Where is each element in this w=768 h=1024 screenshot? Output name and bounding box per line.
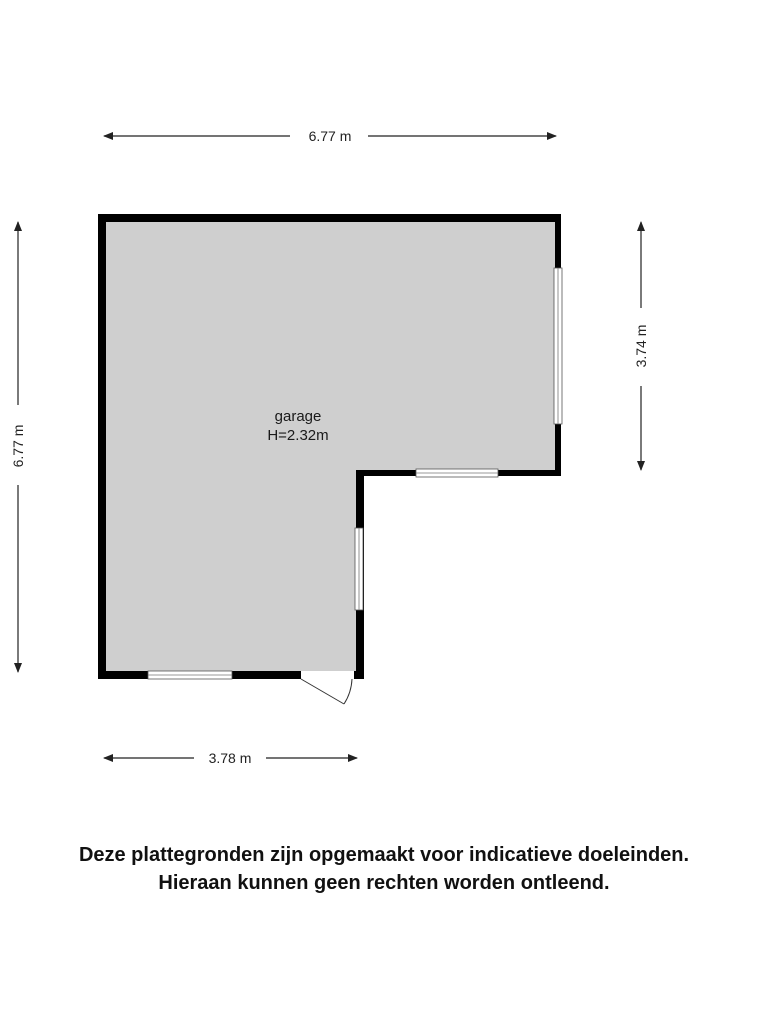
dimension-left (10, 222, 26, 672)
door-bottom (297, 671, 358, 704)
disclaimer-line-1: Deze plattegronden zijn opgemaakt voor indicatieve doeleinden. (78, 844, 690, 866)
window-inner-vertical (355, 528, 363, 610)
room-name: garage (274, 408, 322, 425)
dimension-top-label: 6.77 m (308, 128, 352, 144)
dimension-top (104, 128, 556, 144)
disclaimer-line-2: Hieraan kunnen geen rechten worden ontleend. (158, 872, 610, 894)
window-bottom (148, 671, 232, 679)
dimension-left-label: 6.77 m (10, 424, 26, 468)
dimension-bottom-label: 3.78 m (208, 750, 252, 766)
dimension-bottom (104, 750, 357, 766)
dimension-right (633, 222, 649, 470)
window-right (554, 268, 562, 424)
room-floor (106, 222, 555, 671)
window-step (416, 469, 498, 477)
room-height: H=2.32m (267, 427, 329, 444)
dimension-right-label: 3.74 m (633, 324, 649, 368)
